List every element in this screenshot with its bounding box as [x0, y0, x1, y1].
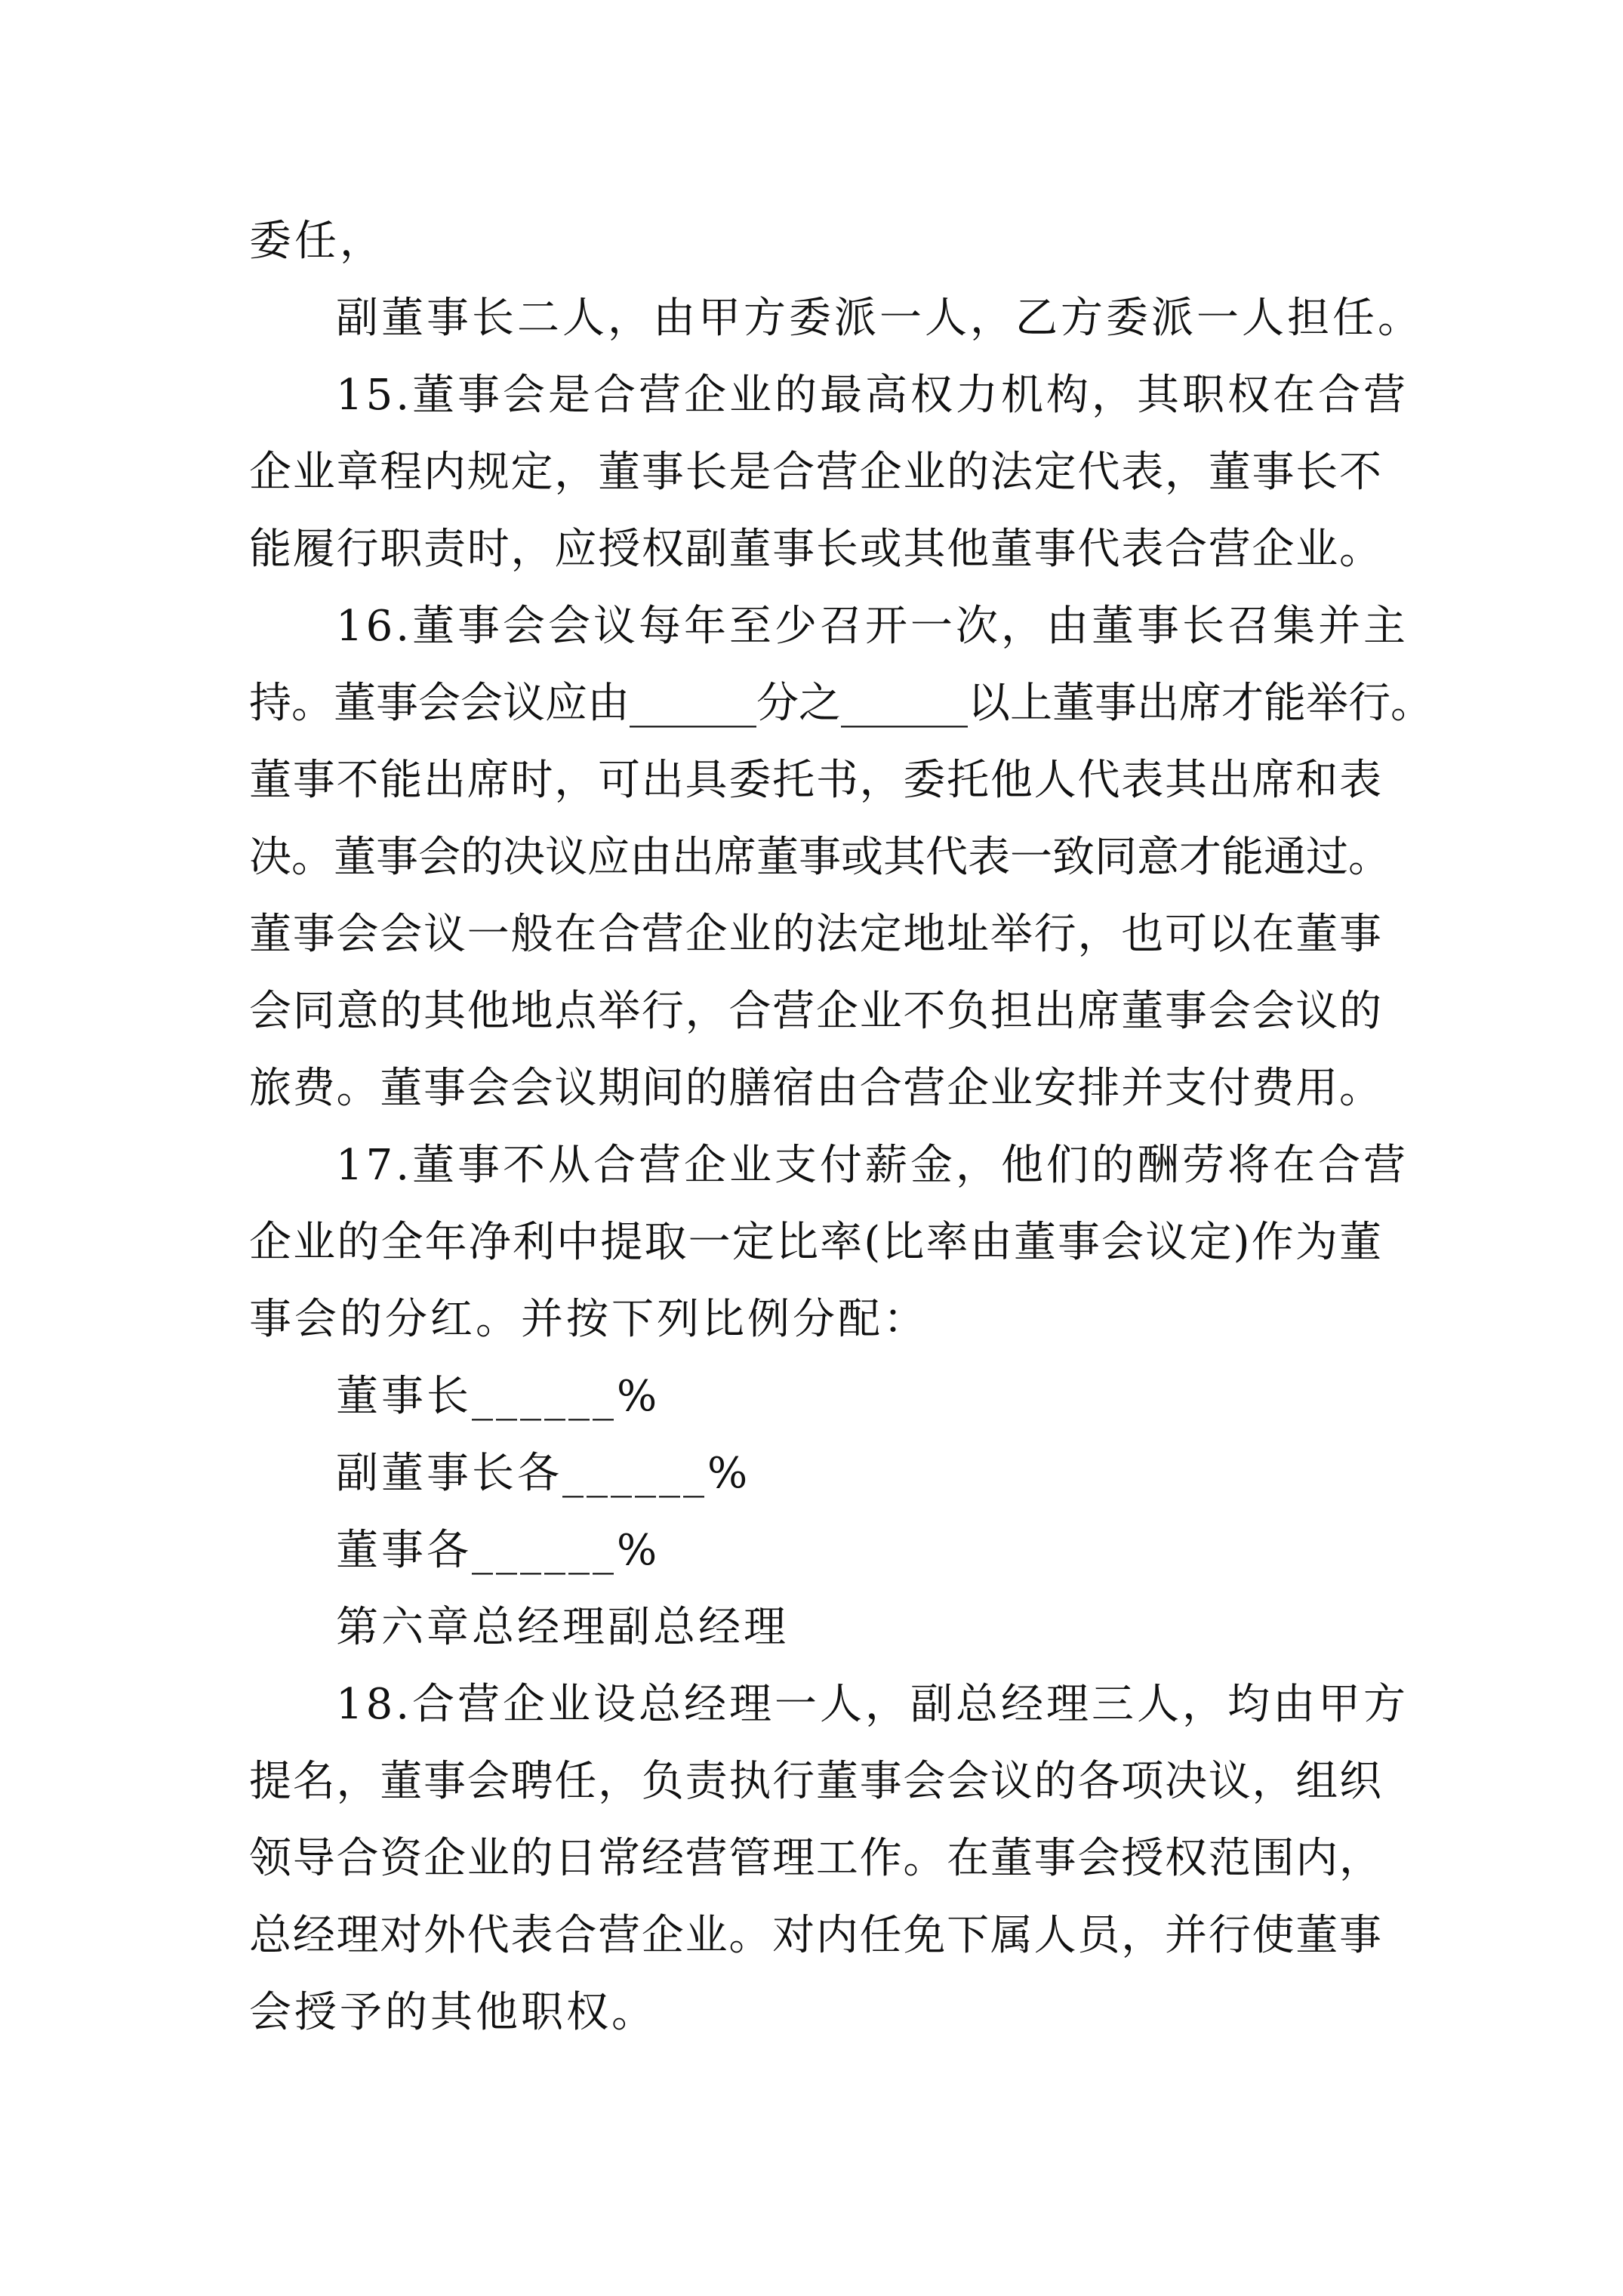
text-line: 17.董事不从合营企业支付薪金，他们的酬劳将在合营 [336, 1141, 1409, 1190]
text-line: 提名，董事会聘任，负责执行董事会会议的各项决议，组织 [249, 1757, 1381, 1806]
text-line: 持。董事会会议应由______分之______以上董事出席才能举行。 [249, 679, 1433, 728]
text-line: 15.董事会是合营企业的最高权力机构，其职权在合营 [336, 371, 1409, 420]
text-line: 18.合营企业设总经理一人，副总经理三人，均由甲方 [336, 1680, 1409, 1729]
text-line: 企业章程内规定，董事长是合营企业的法定代表，董事长不 [249, 448, 1381, 497]
text-line: 决。董事会的决议应由出席董事或其代表一致同意才能通过。 [249, 833, 1390, 882]
text-line: 董事不能出席时，可出具委托书，委托他人代表其出席和表 [249, 756, 1381, 805]
text-line: 领导合资企业的日常经营管理工作。在董事会授权范围内， [249, 1834, 1381, 1883]
text-line: 旅费。董事会会议期间的膳宿由合营企业安排并支付费用。 [249, 1064, 1381, 1113]
text-line: 副董事长二人，由甲方委派一人，乙方委派一人担任。 [336, 294, 1423, 343]
text-line: 会授予的其他职权。 [249, 1988, 657, 2037]
text-line: 董事会会议一般在合营企业的法定地址举行，也可以在董事 [249, 910, 1381, 959]
text-line: 董事长______% [336, 1372, 661, 1421]
text-line: 会同意的其他地点举行，合营企业不负担出席董事会会议的 [249, 987, 1381, 1036]
text-line: 董事各______% [336, 1526, 661, 1575]
text-line: 事会的分红。并按下列比例分配： [249, 1295, 929, 1344]
text-line: 16.董事会会议每年至少召开一次，由董事长召集并主 [336, 602, 1409, 651]
text-line: 委任， [249, 217, 385, 266]
text-line: 副董事长各______% [336, 1449, 751, 1498]
chapter-heading: 第六章总经理副总经理 [336, 1603, 789, 1652]
text-line: 总经理对外代表合营企业。对内任免下属人员，并行使董事 [249, 1911, 1381, 1960]
text-line: 能履行职责时，应授权副董事长或其他董事代表合营企业。 [249, 525, 1381, 574]
text-line: 企业的全年净利中提取一定比率(比率由董事会议定)作为董 [249, 1218, 1381, 1267]
